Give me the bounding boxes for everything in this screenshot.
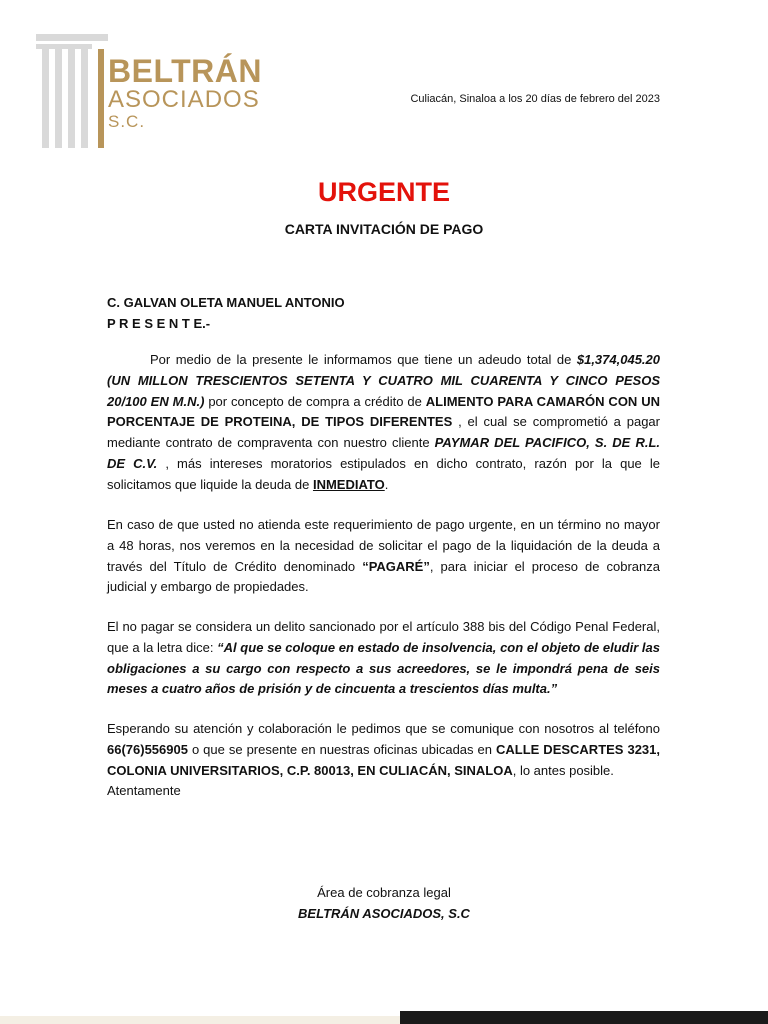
paragraph-contact [107, 719, 660, 802]
brand-subtitle: ASOCIADOS [108, 86, 260, 113]
paragraph-deadline [107, 515, 660, 598]
urgent-title: URGENTE [317, 177, 450, 207]
p4-text-2: o que se presente en nuestras oficinas ubicadas en [187, 741, 496, 757]
signature-company: BELTRÁN ASOCIADOS, S.C [298, 906, 470, 921]
footer-dark-band [400, 1011, 768, 1024]
paragraph-penal-code [107, 617, 660, 700]
p1-text-1: Por medio de la presente le informamos que tiene un adeudo total de [150, 352, 577, 367]
closing-atentamente: Atentamente [107, 783, 181, 799]
p1-text-2: por concepto de compra a crédito de [204, 393, 426, 409]
paragraph-debt [107, 350, 660, 496]
p1-text-3: , el cual se comprometió a pagar mediante contrato de compraventa con nuestro cliente [107, 414, 660, 451]
penal-code-quote: “Al que se coloque en estado de insolvencia, con el objeto de eludir las obligaciones a su cargo con respecto a sus acreedores, se le impondrá pena de seis meses a cuatro años de prisión y de cincuenta a trescientos días multa.” [107, 639, 660, 697]
recipient-block [107, 292, 345, 334]
p4-text-1: Esperando su atención y colaboración le pedimos que se comunique con nosotros al teléfono [107, 721, 660, 736]
signature-block [0, 882, 768, 924]
p2-text-2: , para iniciar el proceso de cobranza judicial y embargo de propiedades. [107, 558, 660, 595]
brand-sc: S.C. [108, 112, 146, 131]
letter-subtitle: CARTA INVITACIÓN DE PAGO [284, 221, 484, 237]
p1-text-4: , más intereses moratorios estipulados en dicho contrato, razón por la que le solicitamos que liquide la deuda de [107, 455, 660, 492]
immediate-word: INMEDIATO [312, 476, 385, 492]
pagare-word: “PAGARÉ” [362, 558, 430, 574]
brand-name: BELTRÁN [108, 53, 262, 89]
p2-text-1: En caso de que usted no atienda este requerimiento de pago urgente, en un término no mayor a 48 horas, nos veremos en la necesidad de solicitar el pago de la liquidación de la deuda a través del Título de Crédito denominado [107, 517, 660, 574]
client-name: PAYMAR DEL PACIFICO, S. DE R.L. DE C.V. [107, 435, 660, 471]
logo-columns-graphic [36, 34, 116, 148]
debt-amount: $1,374,045.20 (UN MILLON TRESCIENTOS SETENTA Y CUATRO MIL CUARENTA Y CINCO PESOS 20/100 EN M.N.) [107, 352, 660, 409]
signature-area: Área de cobranza legal [317, 885, 451, 900]
brand-logo-text [108, 54, 262, 132]
letter-date: Culiacán, Sinaloa a los 20 días de febrero del 2023 [410, 93, 660, 105]
presente-label: P R E S E N T E.- [107, 316, 211, 331]
recipient-name: C. GALVAN OLETA MANUEL ANTONIO [107, 295, 345, 310]
office-address: CALLE DESCARTES 3231, COLONIA UNIVERSITARIOS, C.P. 80013, EN CULIACÁN, SINALOA [107, 741, 660, 778]
p3-text-1: El no pagar se considera un delito sancionado por el artículo 388 bis del Código Penal Federal, que a la letra dice: [107, 619, 660, 655]
product-description: ALIMENTO PARA CAMARÓN CON UN PORCENTAJE DE PROTEINA, DE TIPOS DIFERENTES [107, 393, 661, 430]
phone-number: 66(76)556905 [107, 741, 188, 757]
p4-text-3: , lo antes posible. [512, 762, 614, 778]
footer-light-band [0, 1016, 400, 1024]
p1-text-5: . [384, 476, 389, 492]
